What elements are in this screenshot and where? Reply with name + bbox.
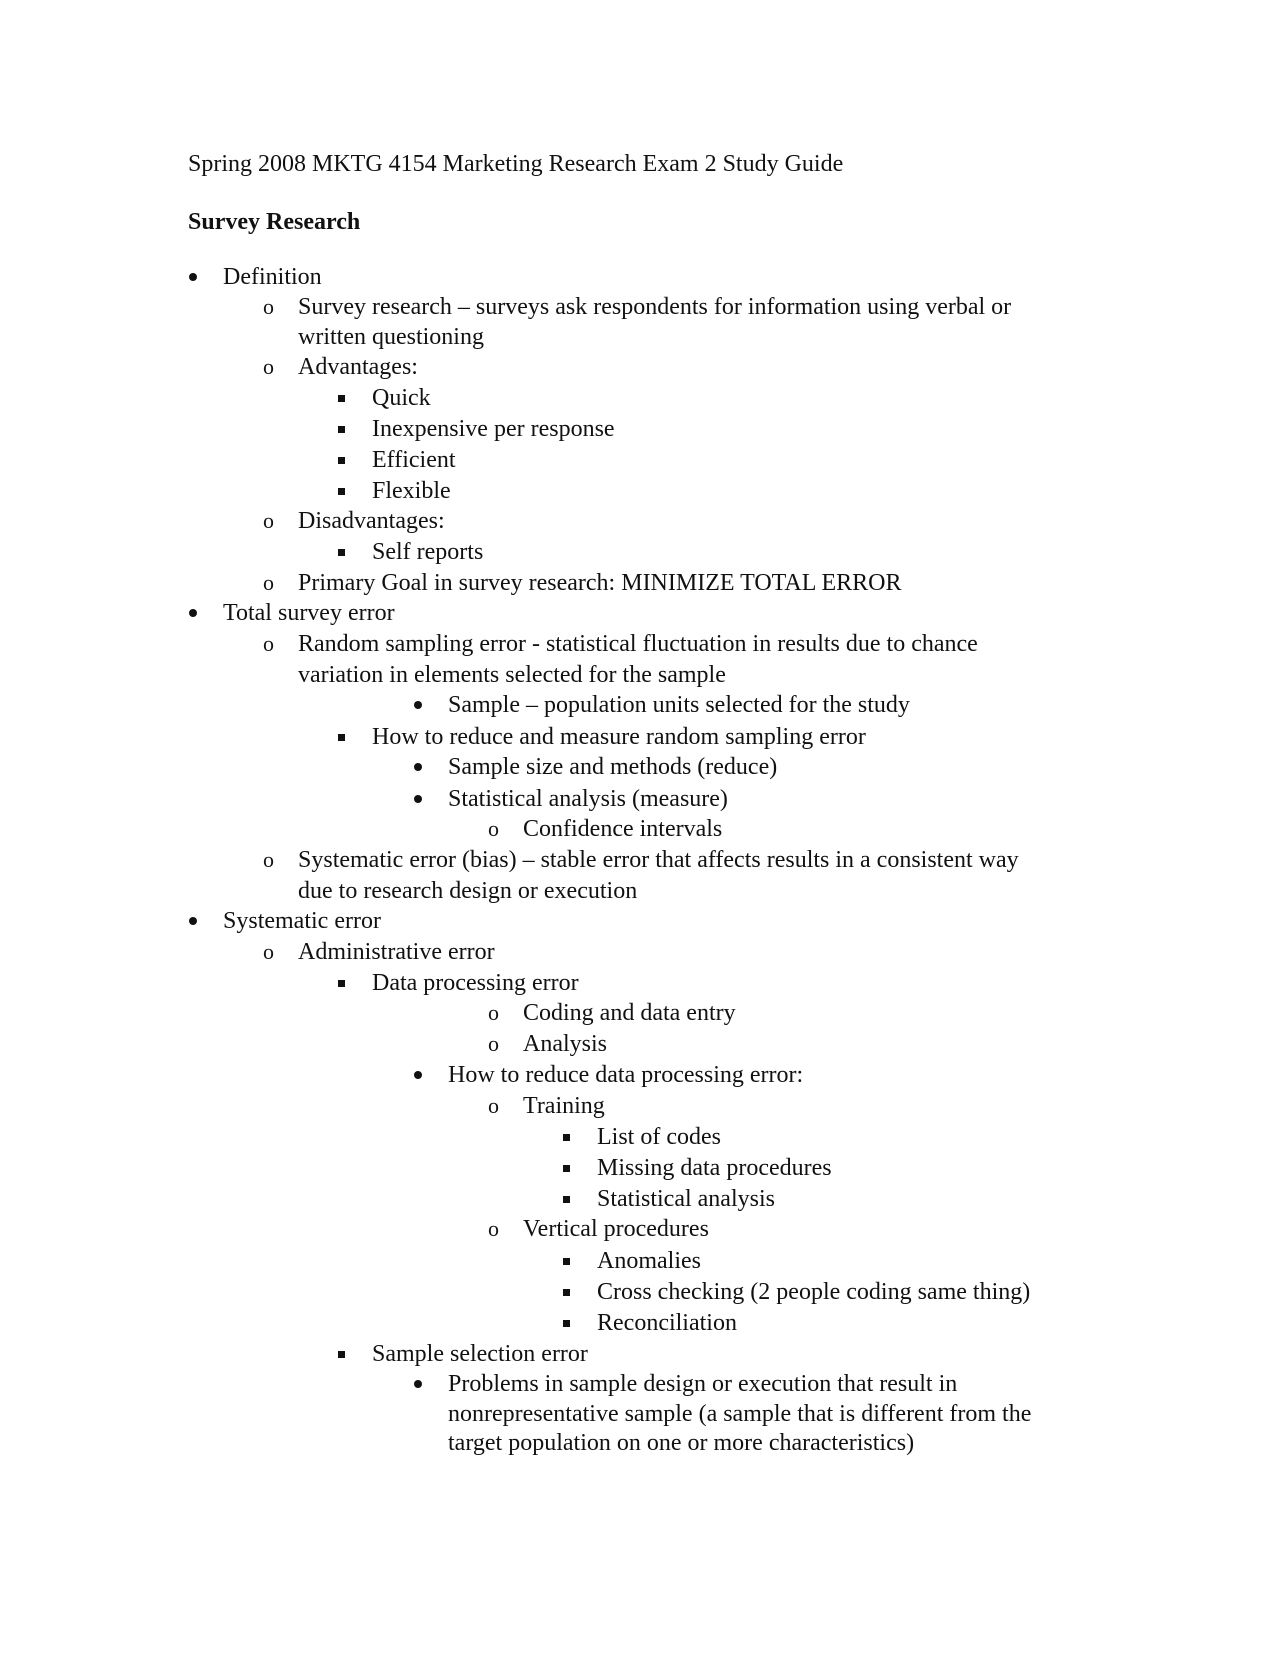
list-item: List of codes (597, 1124, 721, 1150)
list-item: How to reduce and measure random sampling error (372, 724, 866, 750)
bullet-circle-icon (488, 1029, 502, 1059)
bullet-circle-icon (488, 814, 502, 844)
list-item: Missing data procedures (597, 1155, 832, 1181)
list-item: Cross checking (2 people coding same thing) (597, 1279, 1031, 1305)
list-item: Anomalies (597, 1248, 701, 1274)
page-title: Spring 2008 MKTG 4154 Marketing Research Exam 2 Study Guide (188, 151, 844, 177)
list-item: Survey research – surveys ask respondents for information using verbal or (298, 294, 1012, 320)
bullet-circle-icon (263, 292, 277, 322)
list-item-continuation: written questioning (298, 324, 484, 350)
list-item: Vertical procedures (523, 1216, 709, 1242)
list-item: How to reduce data processing error: (448, 1062, 804, 1088)
list-item: Confidence intervals (523, 816, 723, 842)
list-item: Administrative error (298, 939, 495, 965)
bullet-circle-icon (263, 937, 277, 967)
bullet-circle-icon (263, 506, 277, 536)
list-item: Statistical analysis (597, 1186, 775, 1212)
list-item: Analysis (523, 1031, 607, 1057)
bullet-circle-icon (488, 998, 502, 1028)
list-item-continuation: due to research design or execution (298, 878, 638, 904)
list-item: Total survey error (223, 600, 395, 626)
list-item-continuation: variation in elements selected for the sample (298, 662, 726, 688)
list-item: Advantages: (298, 354, 418, 380)
list-item: Flexible (372, 478, 451, 504)
bullet-circle-icon (488, 1091, 502, 1121)
bullet-circle-icon (263, 352, 277, 382)
bullet-circle-icon (263, 845, 277, 875)
list-item: Sample selection error (372, 1341, 588, 1367)
list-item: Definition (223, 264, 322, 290)
list-item: Systematic error (bias) – stable error that affects results in a consistent way (298, 847, 1019, 873)
bullet-circle-icon (488, 1214, 502, 1244)
list-item: Problems in sample design or execution that result in (448, 1371, 958, 1397)
list-item-continuation: nonrepresentative sample (a sample that is different from the (448, 1401, 1032, 1427)
list-item: Sample – population units selected for the study (448, 692, 910, 718)
list-item: Data processing error (372, 970, 579, 996)
list-item: Efficient (372, 447, 456, 473)
list-item: Disadvantages: (298, 508, 445, 534)
list-item: Training (523, 1093, 605, 1119)
bullet-circle-icon (263, 568, 277, 598)
list-item-continuation: target population on one or more characteristics) (448, 1430, 915, 1456)
list-item: Coding and data entry (523, 1000, 736, 1026)
section-heading: Survey Research (188, 209, 361, 235)
list-item: Random sampling error - statistical fluctuation in results due to chance (298, 631, 978, 657)
list-item: Primary Goal in survey research: MINIMIZE TOTAL ERROR (298, 570, 902, 596)
list-item: Self reports (372, 539, 484, 565)
list-item: Statistical analysis (measure) (448, 786, 728, 812)
list-item: Systematic error (223, 908, 381, 934)
bullet-circle-icon (263, 629, 277, 659)
list-item: Reconciliation (597, 1310, 737, 1336)
list-item: Quick (372, 385, 431, 411)
list-item: Sample size and methods (reduce) (448, 754, 778, 780)
list-item: Inexpensive per response (372, 416, 615, 442)
